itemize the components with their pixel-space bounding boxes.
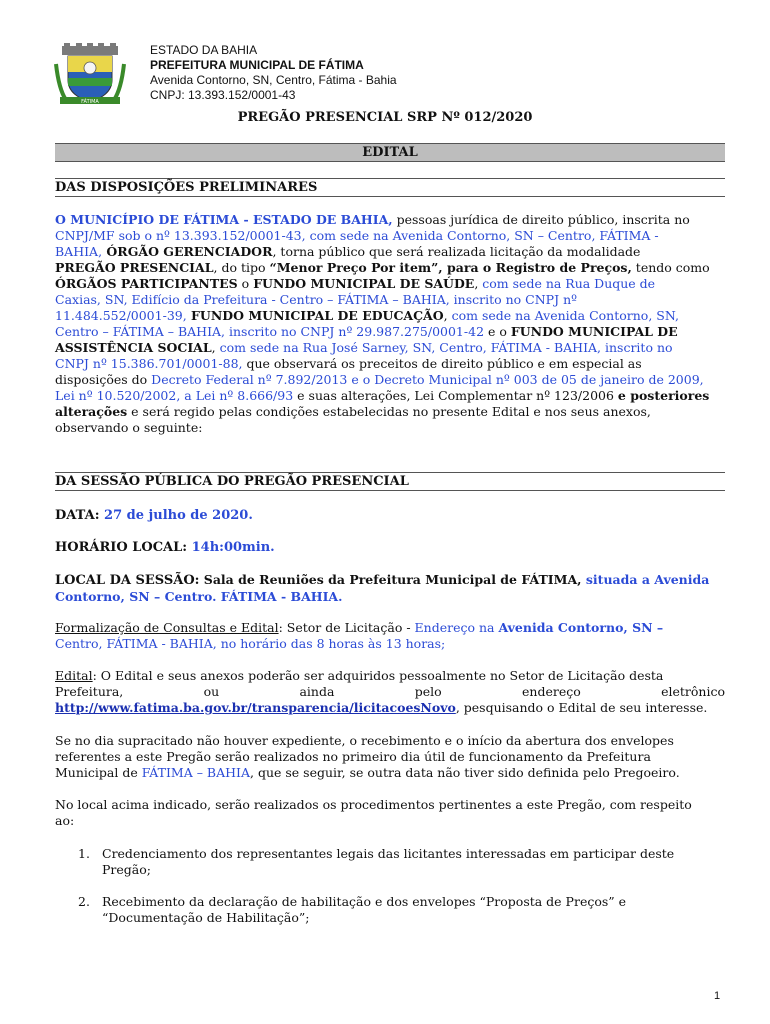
prefeitura-address: Avenida Contorno, SN, Centro, Fátima - Bahia bbox=[150, 73, 397, 87]
list-item: 2. Recebimento da declaração de habilitação e dos envelopes “Proposta de Preços” e “Documentação de Habilitação”; bbox=[78, 894, 627, 925]
section-heading-sessao-publica: DA SESSÃO PÚBLICA DO PREGÃO PRESENCIAL bbox=[55, 472, 725, 491]
document-title: PREGÃO PRESENCIAL SRP Nº 012/2020 bbox=[237, 110, 533, 125]
data-line: DATA: 27 de julho de 2020. bbox=[55, 508, 253, 523]
municipal-crest-logo bbox=[52, 42, 128, 106]
local-sessao-line: LOCAL DA SESSÃO: Sala de Reuniões da Prefeitura Municipal de FÁTIMA, situada a Avenida Contorno, SN – Centro. FÁTIMA - BAHIA. bbox=[55, 572, 710, 604]
edital-bar: EDITAL bbox=[55, 143, 725, 162]
section-heading-preliminares: DAS DISPOSIÇÕES PRELIMINARES bbox=[55, 178, 725, 197]
procedimentos-paragraph: No local acima indicado, serão realizados os procedimentos pertinentes a este Pregão, com respeito ao: bbox=[55, 797, 692, 828]
transparencia-link[interactable]: http://www.fatima.ba.gov.br/transparencia/licitacoesNovo bbox=[55, 700, 456, 715]
formalizacao-line: Formalização de Consultas e Edital: Setor de Licitação - Endereço na Avenida Contorno, SN – Centro, FÁTIMA - BAHIA, no horário das 8 horas às 13 horas; bbox=[55, 620, 664, 651]
page-number: 1 bbox=[714, 990, 721, 1002]
expediente-paragraph: Se no dia supracitado não houver expediente, o recebimento e o início da abertura dos envelopes referentes a este Pregão serão realizados no primeiro dia útil de funcionamento da Prefeitura Municipal de FÁTIMA – BAHIA, que se seguir, se outra data não tiver sido definida pelo Pregoeiro. bbox=[55, 733, 680, 780]
edital-download-line: Edital: O Edital e seus anexos poderão ser adquiridos pessoalmente no Setor de Licitação desta Prefeitura, ou ainda pelo endereço eletrônico http://www.fatima.ba.gov.br/transparencia/licitacoesNovo, pesquisando o Edital de seu interesse. bbox=[55, 668, 725, 715]
horario-line: HORÁRIO LOCAL: 14h:00min. bbox=[55, 540, 275, 555]
prefeitura-cnpj: CNPJ: 13.393.152/0001-43 bbox=[150, 88, 296, 102]
preliminares-paragraph: O MUNICÍPIO DE FÁTIMA - ESTADO DE BAHIA, pessoas jurídica de direito público, inscrita no CNPJ/MF sob o nº 13.393.152/0001-43, com sede na Avenida Contorno, SN – Centro, FÁTIMA - BAHIA, ÓRGÃO GERENCIADOR, torna público que será realizada licitação da modalidade PREGÃO PRESENCIAL, do tipo “Menor Preço Por item”, para o Registro de Preços, tendo como ÓRGÃOS PARTICIPANTES o FUNDO MUNICIPAL DE SAÚDE, com sede na Rua Duque de Caxias, SN, Edifício da Prefeitura - Centro – FÁTIMA – BAHIA, inscrito no CNPJ nº 11.484.552/0001-39, FUNDO MUNICIPAL DE EDUCAÇÃO, com sede na Avenida Contorno, SN, Centro – FÁTIMA – BAHIA, inscrito no CNPJ nº 29.987.275/0001-42 e o FUNDO MUNICIPAL DE ASSISTÊNCIA SOCIAL, com sede na Rua José Sarney, SN, Centro, FÁTIMA - BAHIA, inscrito no CNPJ nº 15.386.701/0001-88, que observará os preceitos de direito público e em especial as disposições do Decreto Federal nº 7.892/2013 e o Decreto Municipal nº 003 de 05 de janeiro de 2009, Lei nº 10.520/2002, a Lei nº 8.666/93 e suas alterações, Lei Complementar nº 123/2006 e posteriores alterações e será regido pelas condições estabelecidas no presente Edital e nos seus anexos, observando o seguinte: bbox=[55, 212, 710, 435]
list-item: 1. Credenciamento dos representantes legais das licitantes interessadas em participar deste Pregão; bbox=[78, 846, 675, 877]
header-block bbox=[150, 43, 397, 103]
prefeitura-name: PREFEITURA MUNICIPAL DE FÁTIMA bbox=[150, 58, 364, 72]
state-name: ESTADO DA BAHIA bbox=[150, 43, 258, 57]
svg-text:FÁTIMA: FÁTIMA bbox=[81, 99, 99, 105]
